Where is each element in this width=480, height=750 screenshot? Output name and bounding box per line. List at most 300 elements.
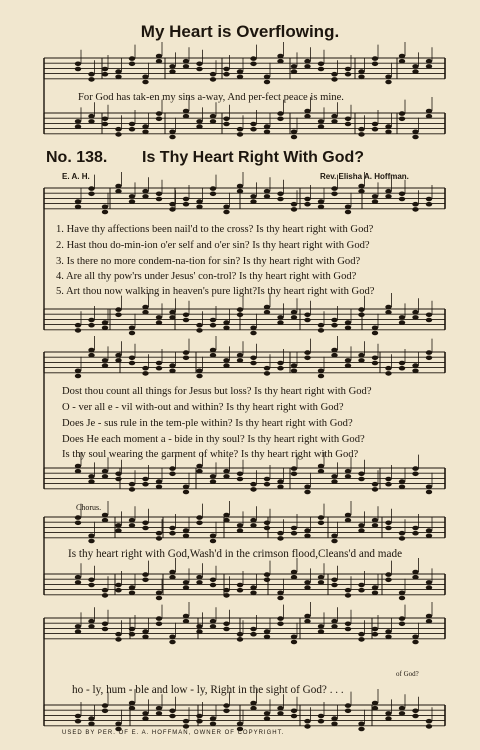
note-head bbox=[169, 570, 175, 575]
note-head bbox=[250, 331, 256, 336]
note-head bbox=[169, 310, 175, 315]
note-head bbox=[304, 114, 310, 119]
note-head bbox=[223, 703, 229, 708]
note-head bbox=[115, 523, 121, 528]
note-head bbox=[223, 622, 229, 627]
note-head bbox=[88, 119, 94, 124]
note-head bbox=[385, 371, 391, 376]
note-head bbox=[250, 482, 256, 487]
note-head bbox=[264, 305, 270, 310]
note-head bbox=[291, 472, 297, 477]
note-head bbox=[223, 469, 229, 474]
note-head bbox=[156, 111, 162, 116]
note-head bbox=[210, 583, 216, 588]
note-head bbox=[358, 588, 364, 593]
note-head bbox=[223, 627, 229, 632]
note-head bbox=[412, 635, 418, 640]
note-head bbox=[183, 619, 189, 624]
note-head bbox=[291, 64, 297, 69]
note-head bbox=[358, 528, 364, 533]
note-head bbox=[183, 114, 189, 119]
note-head bbox=[331, 624, 337, 629]
note-head bbox=[318, 199, 324, 204]
note-head bbox=[183, 534, 189, 539]
note-head bbox=[277, 117, 283, 122]
note-head bbox=[318, 464, 324, 469]
note-head bbox=[372, 627, 378, 632]
note-head bbox=[115, 127, 121, 132]
note-head bbox=[88, 72, 94, 77]
note-head bbox=[385, 629, 391, 634]
note-head bbox=[88, 323, 94, 328]
note-head bbox=[318, 719, 324, 724]
note-head bbox=[223, 320, 229, 325]
note-head bbox=[115, 477, 121, 482]
note-head bbox=[196, 719, 202, 724]
note-head bbox=[291, 709, 297, 714]
note-head bbox=[372, 326, 378, 331]
note-head bbox=[223, 518, 229, 523]
note-head bbox=[210, 534, 216, 539]
note-head bbox=[291, 570, 297, 575]
note-head bbox=[75, 124, 81, 129]
note-head bbox=[399, 536, 405, 541]
note-head bbox=[129, 361, 135, 366]
note-head bbox=[102, 67, 108, 72]
note-head bbox=[372, 331, 378, 336]
note-head bbox=[291, 635, 297, 640]
note-head bbox=[142, 521, 148, 526]
note-head bbox=[399, 711, 405, 716]
note-head bbox=[169, 64, 175, 69]
note-head bbox=[277, 54, 283, 59]
note-head bbox=[115, 583, 121, 588]
note-head bbox=[237, 69, 243, 74]
note-head bbox=[75, 714, 81, 719]
note-head bbox=[277, 320, 283, 325]
note-head bbox=[210, 72, 216, 77]
note-head bbox=[372, 194, 378, 199]
note-head bbox=[358, 477, 364, 482]
note-head bbox=[385, 635, 391, 640]
note-head bbox=[426, 580, 432, 585]
note-head bbox=[426, 485, 432, 490]
note-head bbox=[345, 709, 351, 714]
note-head bbox=[129, 591, 135, 596]
note-head bbox=[358, 69, 364, 74]
note-head bbox=[237, 127, 243, 132]
note-head bbox=[115, 358, 121, 363]
note-head bbox=[385, 716, 391, 721]
note-head bbox=[75, 199, 81, 204]
note-head bbox=[264, 572, 270, 577]
note-head bbox=[115, 632, 121, 637]
note-head bbox=[223, 709, 229, 714]
note-head bbox=[102, 513, 108, 518]
note-head bbox=[331, 539, 337, 544]
note-head bbox=[385, 124, 391, 129]
note-head bbox=[156, 591, 162, 596]
note-head bbox=[372, 482, 378, 487]
note-head bbox=[196, 464, 202, 469]
note-head bbox=[264, 629, 270, 634]
note-head bbox=[291, 466, 297, 471]
note-head bbox=[237, 588, 243, 593]
note-head bbox=[88, 77, 94, 82]
note-head bbox=[115, 313, 121, 318]
note-head bbox=[358, 132, 364, 137]
note-head bbox=[142, 305, 148, 310]
note-head bbox=[102, 72, 108, 77]
note-head bbox=[129, 127, 135, 132]
note-head bbox=[88, 474, 94, 479]
note-head bbox=[223, 326, 229, 331]
note-head bbox=[399, 117, 405, 122]
note-head bbox=[129, 627, 135, 632]
note-head bbox=[304, 313, 310, 318]
note-head bbox=[142, 189, 148, 194]
note-head bbox=[156, 361, 162, 366]
note-head bbox=[156, 531, 162, 536]
note-head bbox=[156, 320, 162, 325]
note-head bbox=[372, 122, 378, 127]
note-head bbox=[210, 348, 216, 353]
note-head bbox=[318, 575, 324, 580]
note-head bbox=[102, 363, 108, 368]
note-head bbox=[115, 472, 121, 477]
note-head bbox=[277, 596, 283, 601]
note-head bbox=[156, 366, 162, 371]
note-head bbox=[426, 619, 432, 624]
note-head bbox=[196, 328, 202, 333]
note-head bbox=[399, 111, 405, 116]
note-head bbox=[250, 356, 256, 361]
note-head bbox=[291, 130, 297, 135]
note-head bbox=[156, 711, 162, 716]
note-head bbox=[183, 350, 189, 355]
chorus-tag: of God? bbox=[396, 670, 419, 678]
note-head bbox=[412, 207, 418, 212]
note-head bbox=[264, 716, 270, 721]
note-head bbox=[102, 622, 108, 627]
note-head bbox=[372, 701, 378, 706]
note-head bbox=[358, 353, 364, 358]
note-head bbox=[250, 706, 256, 711]
chorus-lyric: Is thy heart right with God,Wash'd in the crimson flood,Cleans'd and made bbox=[68, 548, 403, 560]
note-head bbox=[196, 469, 202, 474]
note-head bbox=[291, 69, 297, 74]
note-head bbox=[75, 67, 81, 72]
note-head bbox=[426, 114, 432, 119]
note-head bbox=[331, 77, 337, 82]
note-head bbox=[331, 534, 337, 539]
note-head bbox=[250, 62, 256, 67]
note-head bbox=[88, 348, 94, 353]
note-head bbox=[142, 716, 148, 721]
note-head bbox=[291, 531, 297, 536]
note-head bbox=[196, 515, 202, 520]
note-head bbox=[129, 706, 135, 711]
note-head bbox=[115, 307, 121, 312]
note-head bbox=[304, 490, 310, 495]
note-head bbox=[75, 515, 81, 520]
note-head bbox=[237, 353, 243, 358]
note-head bbox=[210, 318, 216, 323]
note-head bbox=[183, 313, 189, 318]
note-head bbox=[264, 477, 270, 482]
note-head bbox=[426, 59, 432, 64]
note-head bbox=[169, 207, 175, 212]
note-head bbox=[223, 513, 229, 518]
note-head bbox=[250, 523, 256, 528]
note-head bbox=[277, 111, 283, 116]
note-head bbox=[129, 523, 135, 528]
note-head bbox=[210, 578, 216, 583]
note-head bbox=[399, 591, 405, 596]
note-head bbox=[75, 580, 81, 585]
note-head bbox=[196, 323, 202, 328]
note-head bbox=[169, 202, 175, 207]
note-head bbox=[318, 328, 324, 333]
note-head bbox=[115, 184, 121, 189]
note-head bbox=[223, 363, 229, 368]
note-head bbox=[210, 539, 216, 544]
note-head bbox=[196, 374, 202, 379]
note-head bbox=[115, 189, 121, 194]
note-head bbox=[385, 80, 391, 85]
note-head bbox=[331, 323, 337, 328]
note-head bbox=[331, 474, 337, 479]
note-head bbox=[129, 199, 135, 204]
note-head bbox=[264, 310, 270, 315]
note-head bbox=[250, 591, 256, 596]
note-head bbox=[183, 490, 189, 495]
note-head bbox=[183, 719, 189, 724]
note-head bbox=[426, 350, 432, 355]
note-head bbox=[345, 72, 351, 77]
note-head bbox=[88, 114, 94, 119]
note-head bbox=[331, 318, 337, 323]
note-head bbox=[142, 526, 148, 531]
note-head bbox=[304, 64, 310, 69]
note-head bbox=[426, 109, 432, 114]
note-head bbox=[385, 189, 391, 194]
note-head bbox=[358, 184, 364, 189]
note-head bbox=[385, 305, 391, 310]
note-head bbox=[129, 56, 135, 61]
note-head bbox=[358, 727, 364, 732]
note-head bbox=[399, 616, 405, 621]
note-head bbox=[156, 197, 162, 202]
note-head bbox=[237, 132, 243, 137]
note-head bbox=[385, 572, 391, 577]
note-head bbox=[331, 72, 337, 77]
note-head bbox=[142, 477, 148, 482]
note-head bbox=[142, 124, 148, 129]
note-head bbox=[115, 353, 121, 358]
note-head bbox=[129, 62, 135, 67]
note-head bbox=[291, 575, 297, 580]
note-head bbox=[264, 189, 270, 194]
note-head bbox=[183, 202, 189, 207]
note-head bbox=[156, 59, 162, 64]
note-head bbox=[385, 310, 391, 315]
note-head bbox=[129, 194, 135, 199]
note-head bbox=[129, 122, 135, 127]
note-head bbox=[345, 363, 351, 368]
note-head bbox=[142, 366, 148, 371]
note-head bbox=[210, 624, 216, 629]
note-head bbox=[318, 521, 324, 526]
note-head bbox=[169, 635, 175, 640]
note-head bbox=[304, 485, 310, 490]
note-head bbox=[88, 583, 94, 588]
note-head bbox=[385, 578, 391, 583]
note-head bbox=[412, 570, 418, 575]
note-head bbox=[277, 591, 283, 596]
note-head bbox=[156, 536, 162, 541]
previous-hymn-lyric: For God has tak-en my sins a-way, And per-fect peace is mine. bbox=[78, 92, 344, 103]
note-head bbox=[264, 80, 270, 85]
note-head bbox=[318, 580, 324, 585]
note-head bbox=[385, 521, 391, 526]
note-head bbox=[142, 629, 148, 634]
note-head bbox=[372, 487, 378, 492]
note-head bbox=[318, 67, 324, 72]
note-head bbox=[250, 56, 256, 61]
note-head bbox=[183, 109, 189, 114]
note-head bbox=[250, 361, 256, 366]
note-head bbox=[115, 722, 121, 727]
note-head bbox=[412, 69, 418, 74]
note-head bbox=[412, 472, 418, 477]
note-head bbox=[129, 701, 135, 706]
verse-line: O - ver all e - vil with-out and within? Is thy heart right with God? bbox=[62, 402, 344, 413]
verse-line: 2. Hast thou do-min-ion o'er self and o'er sin? Is thy heart right with God? bbox=[56, 240, 370, 251]
note-head bbox=[88, 578, 94, 583]
note-head bbox=[196, 62, 202, 67]
note-head bbox=[358, 189, 364, 194]
note-head bbox=[250, 326, 256, 331]
note-head bbox=[318, 624, 324, 629]
note-head bbox=[88, 716, 94, 721]
note-head bbox=[318, 374, 324, 379]
note-head bbox=[345, 513, 351, 518]
note-head bbox=[183, 614, 189, 619]
note-head bbox=[345, 358, 351, 363]
note-head bbox=[318, 124, 324, 129]
note-head bbox=[345, 593, 351, 598]
note-head bbox=[291, 207, 297, 212]
note-head bbox=[345, 627, 351, 632]
note-head bbox=[115, 69, 121, 74]
note-head bbox=[331, 722, 337, 727]
note-head bbox=[345, 469, 351, 474]
note-head bbox=[426, 64, 432, 69]
note-head bbox=[183, 356, 189, 361]
note-head bbox=[426, 614, 432, 619]
note-head bbox=[223, 205, 229, 210]
note-head bbox=[75, 323, 81, 328]
note-head bbox=[169, 709, 175, 714]
note-head bbox=[183, 724, 189, 729]
note-head bbox=[372, 523, 378, 528]
note-head bbox=[156, 485, 162, 490]
note-head bbox=[372, 361, 378, 366]
note-head bbox=[142, 130, 148, 135]
note-head bbox=[412, 310, 418, 315]
note-head bbox=[304, 197, 310, 202]
copyright-notice: USED BY PER. OF E. A. HOFFMAN, OWNER OF COPYRIGHT. bbox=[62, 730, 285, 736]
note-head bbox=[102, 326, 108, 331]
note-head bbox=[75, 328, 81, 333]
note-head bbox=[196, 67, 202, 72]
note-head bbox=[331, 583, 337, 588]
note-head bbox=[75, 469, 81, 474]
note-head bbox=[237, 637, 243, 642]
note-head bbox=[102, 210, 108, 215]
note-head bbox=[142, 194, 148, 199]
note-head bbox=[304, 350, 310, 355]
note-head bbox=[399, 485, 405, 490]
note-head bbox=[318, 369, 324, 374]
note-head bbox=[196, 521, 202, 526]
chorus-label: Chorus. bbox=[76, 503, 102, 512]
note-head bbox=[102, 205, 108, 210]
note-head bbox=[426, 197, 432, 202]
note-head bbox=[102, 474, 108, 479]
note-head bbox=[372, 518, 378, 523]
note-head bbox=[412, 135, 418, 140]
note-head bbox=[385, 526, 391, 531]
note-head bbox=[358, 127, 364, 132]
verse-line: Is thy soul wearing the garment of white? Is thy heart right with God? bbox=[62, 449, 359, 460]
note-head bbox=[412, 575, 418, 580]
note-head bbox=[75, 119, 81, 124]
note-head bbox=[358, 632, 364, 637]
note-head bbox=[264, 635, 270, 640]
note-head bbox=[358, 75, 364, 80]
note-head bbox=[237, 307, 243, 312]
verse-line: Dost thou count all things for Jesus but loss? Is thy heart right with God? bbox=[62, 386, 372, 397]
note-head bbox=[358, 583, 364, 588]
note-head bbox=[399, 320, 405, 325]
note-head bbox=[345, 703, 351, 708]
note-head bbox=[372, 356, 378, 361]
note-head bbox=[385, 711, 391, 716]
note-head bbox=[115, 75, 121, 80]
note-head bbox=[156, 479, 162, 484]
note-head bbox=[426, 490, 432, 495]
note-head bbox=[210, 353, 216, 358]
note-head bbox=[223, 122, 229, 127]
note-head bbox=[318, 323, 324, 328]
note-head bbox=[304, 202, 310, 207]
note-head bbox=[358, 472, 364, 477]
note-head bbox=[304, 356, 310, 361]
note-head bbox=[196, 629, 202, 634]
note-head bbox=[277, 479, 283, 484]
note-head bbox=[183, 64, 189, 69]
hymn-number: No. 138. bbox=[46, 149, 108, 166]
note-head bbox=[358, 307, 364, 312]
note-head bbox=[237, 722, 243, 727]
note-head bbox=[345, 122, 351, 127]
note-head bbox=[75, 629, 81, 634]
note-head bbox=[142, 80, 148, 85]
note-head bbox=[318, 714, 324, 719]
note-head bbox=[345, 67, 351, 72]
